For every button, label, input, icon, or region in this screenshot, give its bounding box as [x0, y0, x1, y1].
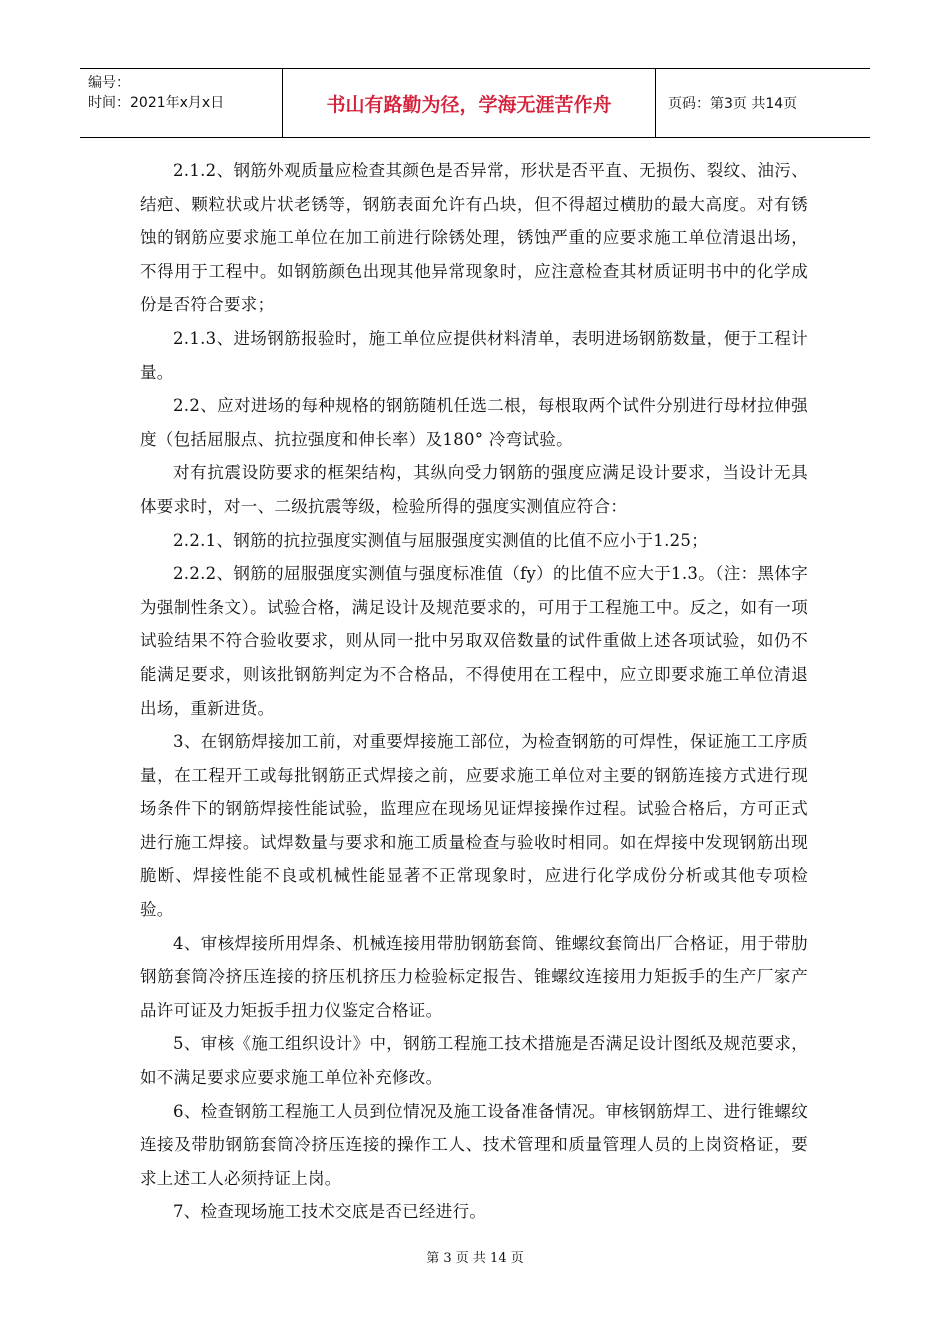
paragraph: 6、检查钢筋工程施工人员到位情况及施工设备准备情况。审核钢筋焊工、进行锥螺纹连接及带肋钢筋套筒冷挤压连接的操作工人、技术管理和质量管理人员的上岗资格证，要求上述工人必须持证上岗。	[140, 1101, 808, 1188]
document-body	[140, 154, 808, 1229]
header-page-info: 页码：第3页 共14页	[668, 96, 798, 112]
document-time-label: 时间：2021年x月x日	[88, 95, 225, 111]
paragraph: 2.1.2、钢筋外观质量应检查其颜色是否异常，形状是否平直、无损伤、裂纹、油污、结疤、颗粒状或片状老锈等，钢筋表面允许有凸块，但不得超过横肋的最大高度。对有锈蚀的钢筋应要求施工单位在加工前进行除锈处理，锈蚀严重的应要求施工单位清退出场，不得用于工程中。如钢筋颜色出现其他异常现象时，应注意检查其材质证明书中的化学成份是否符合要求；	[140, 161, 808, 315]
paragraph: 对有抗震设防要求的框架结构，其纵向受力钢筋的强度应满足设计要求，当设计无具体要求时，对一、二级抗震等级，检验所得的强度实测值应符合：	[140, 463, 808, 516]
paragraph: 2.2、应对进场的每种规格的钢筋随机任选二根，每根取两个试件分别进行母材拉伸强度（包括屈服点、抗拉强度和伸长率）及180° 冷弯试验。	[140, 396, 808, 449]
paragraph: 5、审核《施工组织设计》中，钢筋工程施工技术措施是否满足设计图纸及规范要求，如不满足要求应要求施工单位补充修改。	[140, 1034, 808, 1088]
page-header	[80, 68, 870, 138]
paragraph: 2.2.1、钢筋的抗拉强度实测值与屈服强度实测值的比值不应小于1.25；	[173, 530, 709, 550]
paragraph: 3、在钢筋焊接加工前，对重要焊接施工部位，为检查钢筋的可焊性，保证施工工序质量，在工程开工或每批钢筋正式焊接之前，应要求施工单位对主要的钢筋连接方式进行现场条件下的钢筋焊接性能试验，监理应在现场见证焊接操作过程。试验合格后，方可正式进行施工焊接。试焊数量与要求和施工质量检查与验收时相同。如在焊接中发现钢筋出现脆断、焊接性能不良或机械性能显著不正常现象时，应进行化学成份分析或其他专项检验。	[140, 732, 808, 920]
paragraph: 7、检查现场施工技术交底是否已经进行。	[173, 1202, 487, 1222]
header-meta	[80, 69, 283, 137]
paragraph: 4、审核焊接所用焊条、机械连接用带肋钢筋套筒、锥螺纹套筒出厂合格证，用于带肋钢筋套筒冷挤压连接的挤压机挤压力检验标定报告、锥螺纹连接用力矩扳手的生产厂家产品许可证及力矩扳手扭力仪鉴定合格证。	[140, 933, 808, 1020]
paragraph: 2.1.3、进场钢筋报验时，施工单位应提供材料清单，表明进场钢筋数量，便于工程计量。	[140, 328, 808, 382]
header-motto: 书山有路勤为径，学海无涯苦作舟	[283, 69, 656, 137]
document-number-label: 编号：	[88, 75, 130, 91]
paragraph: 2.2.2、钢筋的屈服强度实测值与强度标准值（fy）的比值不应大于1.3。（注：黑体字为强制性条文）。试验合格，满足设计及规范要求的，可用于工程施工中。反之，如有一项试验结果不符合验收要求，则从同一批中另取双倍数量的试件重做上述各项试验，如仍不能满足要求，则该批钢筋判定为不合格品，不得使用在工程中，应立即要求施工单位清退出场，重新进货。	[140, 564, 808, 718]
page-footer: 第 3 页 共 14 页	[426, 1251, 524, 1266]
